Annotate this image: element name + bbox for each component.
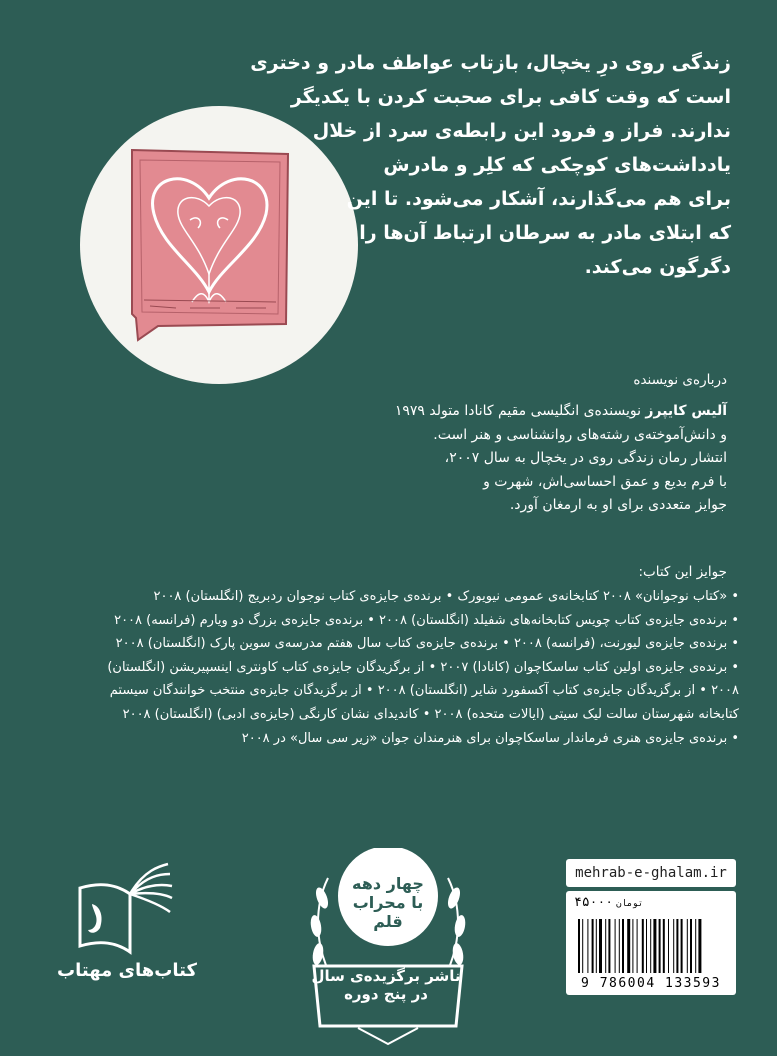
barcode-bar — [687, 919, 688, 973]
award-line: ۲۰۰۸ • از برگزیدگان جایزه‌ی کتاب آکسفورد شایر (انگلستان) ۲۰۰۸ • از برگزیدگان جایزه‌ی منتخب خوانندگان سیستم — [109, 683, 739, 699]
barcode-bar — [608, 919, 610, 973]
barcode-icon — [576, 919, 726, 973]
price-label — [574, 895, 643, 910]
badge-bottom-line: ناشر برگزیده‌ی سال — [311, 967, 461, 985]
about-author-heading: درباره‌ی نویسنده — [633, 372, 727, 388]
about-author-text — [297, 400, 727, 518]
publisher-book-logo-icon — [60, 860, 180, 956]
badge-top-line: چهار دهه — [352, 874, 424, 893]
blurb-line: برای هم می‌گذارند، آشکار می‌شود. تا این — [346, 188, 731, 210]
barcode-bar — [619, 919, 620, 973]
about-line: و دانش‌آموخته‌ی رشته‌های روانشناسی و هنر است. — [433, 426, 727, 443]
barcode-bar — [596, 919, 597, 973]
award-line: کتابخانه شهرستان سالت لیک سیتی (ایالات متحده) ۲۰۰۸ • کاندیدای نشان کارنگی (جایزه‌ی ادبی) (انگلستان) ۲۰۰۸ — [122, 706, 739, 722]
blurb-line: ندارند. فراز و فرود این رابطه‌ی سرد از خلال — [312, 120, 731, 142]
barcode-box — [566, 891, 736, 995]
barcode-bar — [615, 919, 616, 973]
barcode-bar — [632, 919, 633, 973]
back-cover-blurb — [231, 46, 731, 284]
barcode-bar — [653, 919, 656, 973]
barcode-bar — [605, 919, 606, 973]
award-line: • برنده‌ی جایزه‌ی لیورنت، (فرانسه) ۲۰۰۸ • برنده‌ی جایزه‌ی کتاب سال هفتم مدرسه‌ی سوین پارک (انگلستان) ۲۰۰۸ — [115, 636, 739, 652]
barcode-bar — [637, 919, 638, 973]
barcode-bar — [646, 919, 647, 973]
barcode-bar — [642, 919, 644, 973]
barcode-bar — [698, 919, 701, 973]
blurb-line: دگرگون می‌کند. — [584, 256, 731, 278]
barcode-bar — [676, 919, 678, 973]
author-name: آلیس کایپرز — [645, 403, 727, 419]
barcode-bar — [673, 919, 674, 973]
about-line: انتشار رمان زندگی روی در یخچال به سال ۲۰۰۷، — [444, 450, 727, 466]
blurb-line: است که وقت کافی برای صحبت کردن با یکدیگر — [290, 86, 731, 108]
barcode-bar — [622, 919, 624, 973]
website-label: mehrab-e-ghalam.ir — [566, 859, 736, 887]
award-line: • برنده‌ی جایزه‌ی اولین کتاب ساسکاچوان (کانادا) ۲۰۰۷ • از برگزیدگان جایزه‌ی کتاب کاونتری اینسپیریشن (انگلستان) — [107, 659, 739, 675]
barcode-bar — [663, 919, 665, 973]
publisher-name: کتاب‌های مهتاب — [57, 960, 197, 981]
barcode-bar — [578, 919, 580, 973]
award-line: • «کتاب نوجوانان» ۲۰۰۸ کتابخانه‌ی عمومی نیویورک • برنده‌ی جایزه‌ی کتاب نوجوان ردبریج (انگلستان) ۲۰۰۸ — [153, 589, 739, 604]
about-line — [297, 400, 727, 424]
about-line: جوایز متعددی برای او به ارمغان آورد. — [509, 497, 727, 513]
barcode-bar — [681, 919, 683, 973]
barcode-bar — [627, 919, 630, 973]
about-line-rest: نویسنده‌ی انگلیسی مقیم کانادا متولد ۱۹۷۹ — [394, 403, 646, 419]
badge-top-line: با محراب قلم — [352, 893, 424, 931]
blurb-line: زندگی روی درِ یخچال، بازتاب عواطف مادر و دختری — [250, 52, 731, 74]
blurb-line: یادداشت‌های کوچکی که کلِر و مادرش — [383, 154, 731, 176]
barcode-bar — [650, 919, 651, 973]
barcode-bar — [690, 919, 692, 973]
badge-bottom-line: در پنج دوره — [344, 985, 428, 1003]
blurb-line: که ابتلای مادر به سرطان ارتباط آن‌ها را — [359, 222, 731, 244]
barcode-bar — [599, 919, 602, 973]
barcode-bar — [592, 919, 594, 973]
award-line: • برنده‌ی جایزه‌ی هنری فرماندار ساسکاچوان برای هنرمندان جوان «زیر سی سال» در ۲۰۰۸ — [241, 730, 739, 746]
barcode-bar — [668, 919, 669, 973]
price-amount: ۴۵۰۰۰ — [574, 895, 614, 910]
barcode-bar — [659, 919, 661, 973]
badge-bottom-text — [302, 967, 470, 1003]
isbn-number: 9 786004 133593 — [581, 976, 721, 991]
awards-heading: جوایز این کتاب: — [638, 564, 727, 580]
award-line: • برنده‌ی جایزه‌ی کتاب چویس کتابخانه‌های شفیلد (انگلستان) ۲۰۰۸ • برنده‌ی جایزه‌ی بزرگ دو ویارم (فرانسه) ۲۰۰۸ — [114, 612, 739, 628]
about-line: با فرم بدیع و عمق احساسی‌اش، شهرت و — [483, 473, 727, 490]
price-unit: تومان — [616, 899, 644, 909]
barcode-bar — [695, 919, 696, 973]
barcode-bar — [582, 919, 583, 973]
barcode-bar — [587, 919, 588, 973]
awards-list — [39, 585, 739, 750]
badge-top-text — [338, 874, 438, 931]
